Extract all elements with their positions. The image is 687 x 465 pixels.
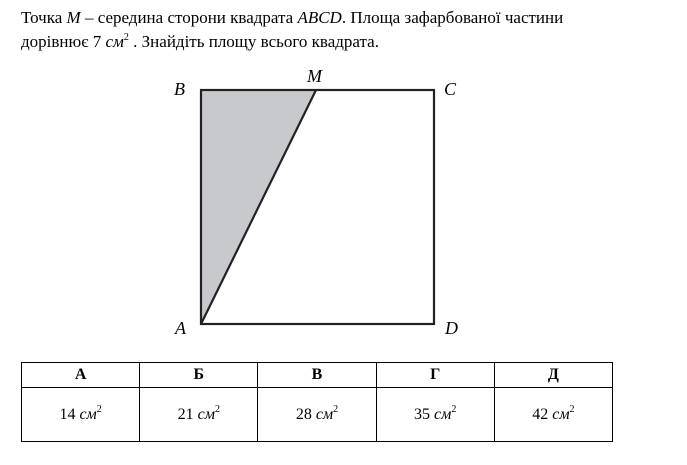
text-fragment: . Площа зафарбованої частини bbox=[341, 8, 564, 27]
answer-header-row bbox=[22, 363, 613, 388]
unit-text: см bbox=[434, 405, 452, 423]
answer-header-g: Г bbox=[376, 363, 494, 388]
unit-text: см bbox=[197, 405, 215, 423]
unit-exponent: 2 bbox=[333, 403, 339, 415]
text-fragment: дорівнює 7 bbox=[21, 32, 106, 51]
unit-exponent: 2 bbox=[451, 403, 457, 415]
unit-text: см bbox=[315, 405, 334, 423]
vertex-label-a: A bbox=[175, 318, 186, 338]
answer-table bbox=[21, 362, 613, 442]
geometry-figure bbox=[160, 62, 480, 347]
answer-value: 14 bbox=[59, 405, 76, 423]
unit-exponent: 2 bbox=[96, 403, 102, 415]
text-fragment: Точка bbox=[21, 8, 67, 27]
square-diagram bbox=[160, 62, 480, 347]
answer-option-g[interactable] bbox=[376, 388, 494, 442]
answer-option-b[interactable] bbox=[140, 388, 258, 442]
answer-option-d[interactable] bbox=[494, 388, 612, 442]
problem-statement bbox=[21, 6, 661, 54]
vertex-label-c: C bbox=[444, 79, 457, 99]
answer-option-v[interactable] bbox=[258, 388, 376, 442]
text-fragment: . Знайдіть площу всього квадрата. bbox=[128, 32, 379, 51]
answer-header-b: Б bbox=[140, 363, 258, 388]
vertex-label-d: D bbox=[445, 318, 458, 338]
unit-exponent: 2 bbox=[569, 403, 575, 415]
unit-text: см bbox=[105, 32, 124, 51]
unit-text: см bbox=[79, 405, 97, 423]
square-ref: ABCD bbox=[297, 8, 342, 27]
problem-line-1 bbox=[21, 6, 661, 30]
unit-exponent: 2 bbox=[214, 403, 220, 415]
answer-header-a: А bbox=[22, 363, 140, 388]
answer-value: 21 bbox=[177, 405, 194, 423]
point-m-ref: M bbox=[66, 8, 81, 27]
unit-text: см bbox=[552, 405, 570, 423]
answer-value: 35 bbox=[414, 405, 430, 423]
problem-line-2 bbox=[21, 30, 661, 54]
answer-header-d: Д bbox=[494, 363, 612, 388]
answer-option-a[interactable] bbox=[22, 388, 140, 442]
answer-header-v: В bbox=[258, 363, 376, 388]
text-fragment: – середина сторони квадрата bbox=[80, 8, 298, 27]
unit-exponent: 2 bbox=[123, 32, 129, 43]
answer-value: 28 bbox=[295, 405, 312, 423]
answer-values-row bbox=[22, 388, 613, 442]
vertex-label-m: M bbox=[307, 66, 322, 86]
answer-value: 42 bbox=[532, 405, 549, 423]
vertex-label-b: B bbox=[174, 79, 185, 99]
